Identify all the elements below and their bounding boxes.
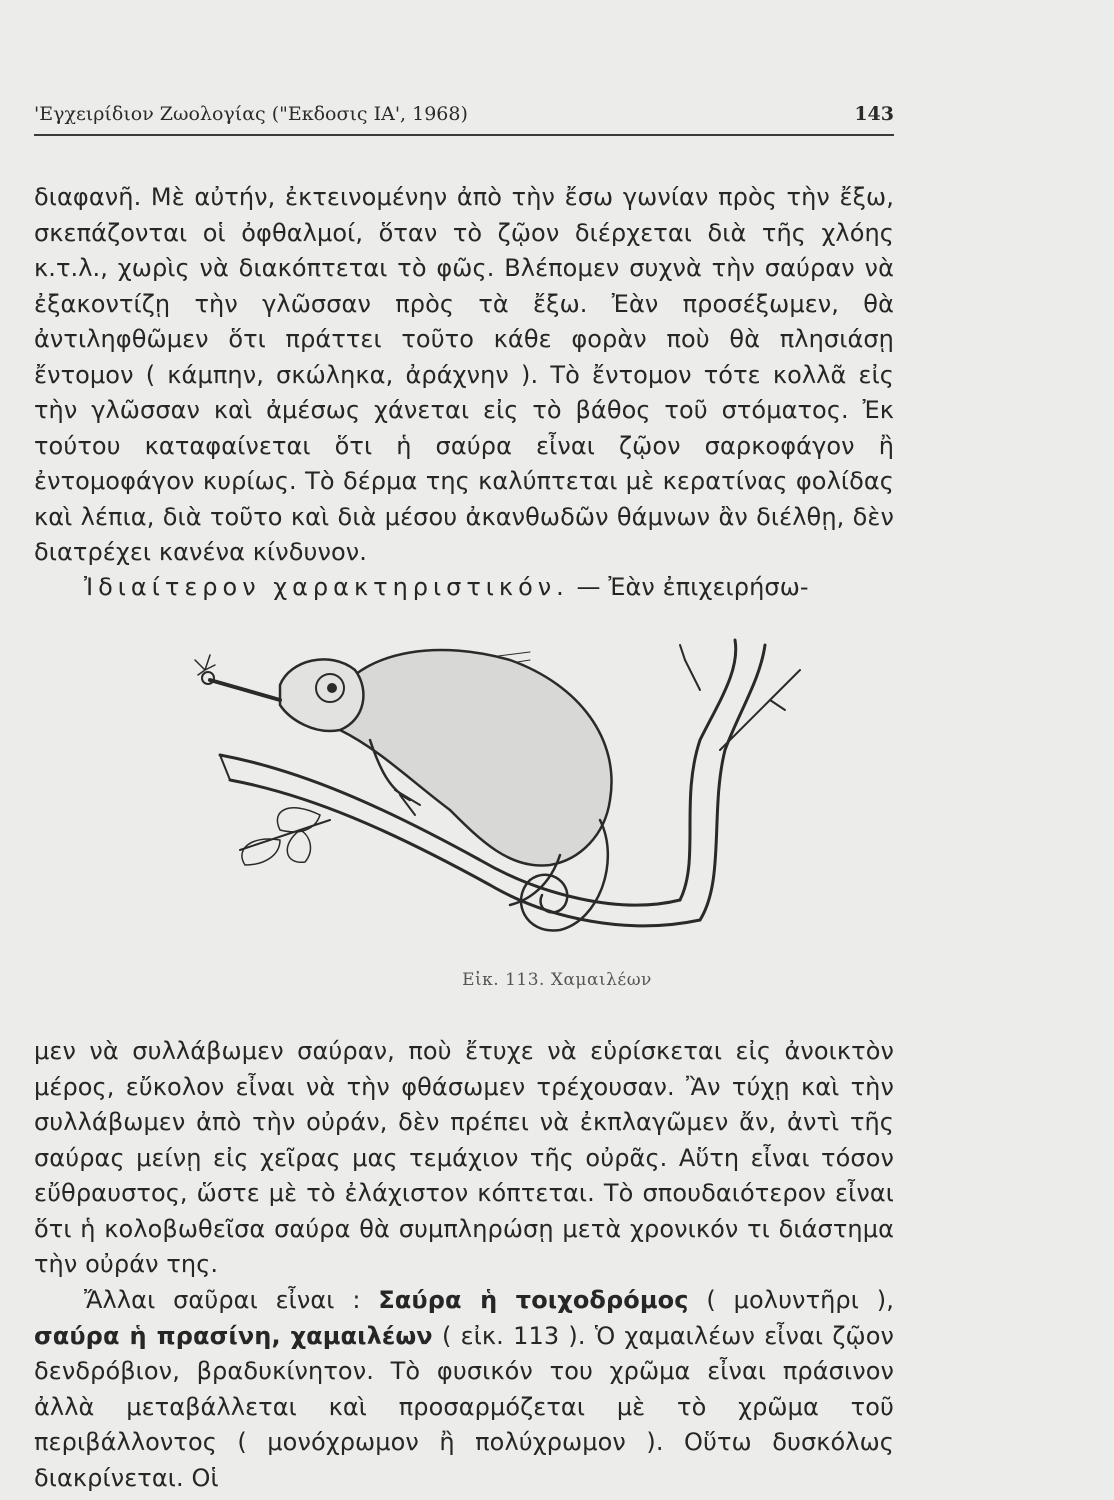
paragraph-4-middle: ( μολυντῆρι ), xyxy=(688,1286,894,1314)
page-number: 143 xyxy=(854,103,894,125)
term-green-lizard-chameleon: σαύρα ἡ πρασίνη, χαμαιλέων xyxy=(34,1321,433,1350)
paragraph-3: μεν νὰ συλλάβωμεν σαύραν, ποὺ ἔτυχε νὰ εὑρίσκεται εἰς ἀνοικτὸν μέρος, εὔκολον εἶναι νὰ τὴν φθάσωμεν τρέχουσαν. Ἂν τύχῃ καὶ τὴν συλλάβωμεν ἀπὸ τὴν οὐράν, δὲν πρέπει νὰ ἐκπλαγῶμεν ἄν, ἀντὶ τῆς σαύρας μείνῃ εἰς χεῖρας μας τεμάχιον τῆς οὐρᾶς. Αὕτη εἶναι τόσον εὔθραυστος, ὥστε μὲ τὸ ἐλάχιστον κόπτεται. Τὸ σπουδαιότερον εἶναι ὅτι ἡ κολοβωθεῖσα σαύρα θὰ συμπληρώσῃ μετὰ χρονικόν τι διάστημα τὴν οὐράν της. xyxy=(34,1037,894,1278)
paragraph-1: διαφανῆ. Μὲ αὐτήν, ἐκτεινομένην ἀπὸ τὴν ἔσω γωνίαν πρὸς τὴν ἔξω, σκεπάζονται οἱ ὀφθαλμοί, ὅταν τὸ ζῷον διέρχεται διὰ τῆς χλόης κ.τ.λ., χωρὶς νὰ διακόπτεται τὸ φῶς. Βλέπομεν συχνὰ τὴν σαύραν νὰ ἐξακοντίζῃ τὴν γλῶσσαν πρὸς τὰ ἔξω. Ἐὰν προσέξωμεν, θὰ ἀντιληφθῶμεν ὅτι πράττει τοῦτο κάθε φορὰν ποὺ θὰ πλησιάσῃ ἔντομον ( κάμπην, σκώληκα, ἀράχνην ). Τὸ ἔντομον τότε κολλᾶ εἰς τὴν γλῶσσαν καὶ ἀμέσως χάνεται εἰς τὸ βάθος τοῦ στόματος. Ἐκ τούτου καταφαίνεται ὅτι ἡ σαύρα εἶναι ζῷον σαρκοφάγον ἢ ἐντομοφάγον κυρίως. Τὸ δέρμα της καλύπτεται μὲ κερατίνας φολίδας καὶ λέπια, διὰ τοῦτο καὶ διὰ μέσου ἀκανθωδῶν θάμνων ἂν διέλθῃ, δὲν διατρέχει κανένα κίνδυνον. xyxy=(34,183,894,566)
paragraph-4-intro: Ἄλλαι σαῦραι εἶναι : xyxy=(84,1286,379,1314)
paragraph-4-rest: ( εἰκ. 113 ). Ὁ χαμαιλέων εἶναι ζῷον δενδρόβιον, βραδυκίνητον. Τὸ φυσικόν του χρῶμα εἶναι πράσινον ἀλλὰ μεταβάλλεται καὶ προσαρμόζεται μὲ τὸ χρῶμα τοῦ περιβάλλοντος ( μονόχρωμον ἢ πολύχρωμον ). Οὕτω δυσκόλως διακρίνεται. Οἱ xyxy=(34,1321,894,1492)
heading-dash: — xyxy=(568,573,609,601)
term-wall-lizard: Σαύρα ἡ τοιχοδρόμος xyxy=(378,1286,689,1314)
book-title: 'Εγχειρίδιον Ζωολογίας ("Εκδοσις ΙΑ', 1968) xyxy=(34,103,468,125)
figure-caption: Εἰκ. 113. Χαμαιλέων xyxy=(462,970,652,990)
running-header xyxy=(34,100,894,136)
paragraph-2-text: Ἐὰν ἐπιχειρήσω- xyxy=(608,573,809,601)
chameleon-illustration xyxy=(180,630,900,960)
section-heading: Ἰδιαίτερον χαρακτηριστικόν. xyxy=(84,573,569,601)
paragraph-4 xyxy=(34,1283,894,1496)
paragraph-2 xyxy=(34,570,894,606)
